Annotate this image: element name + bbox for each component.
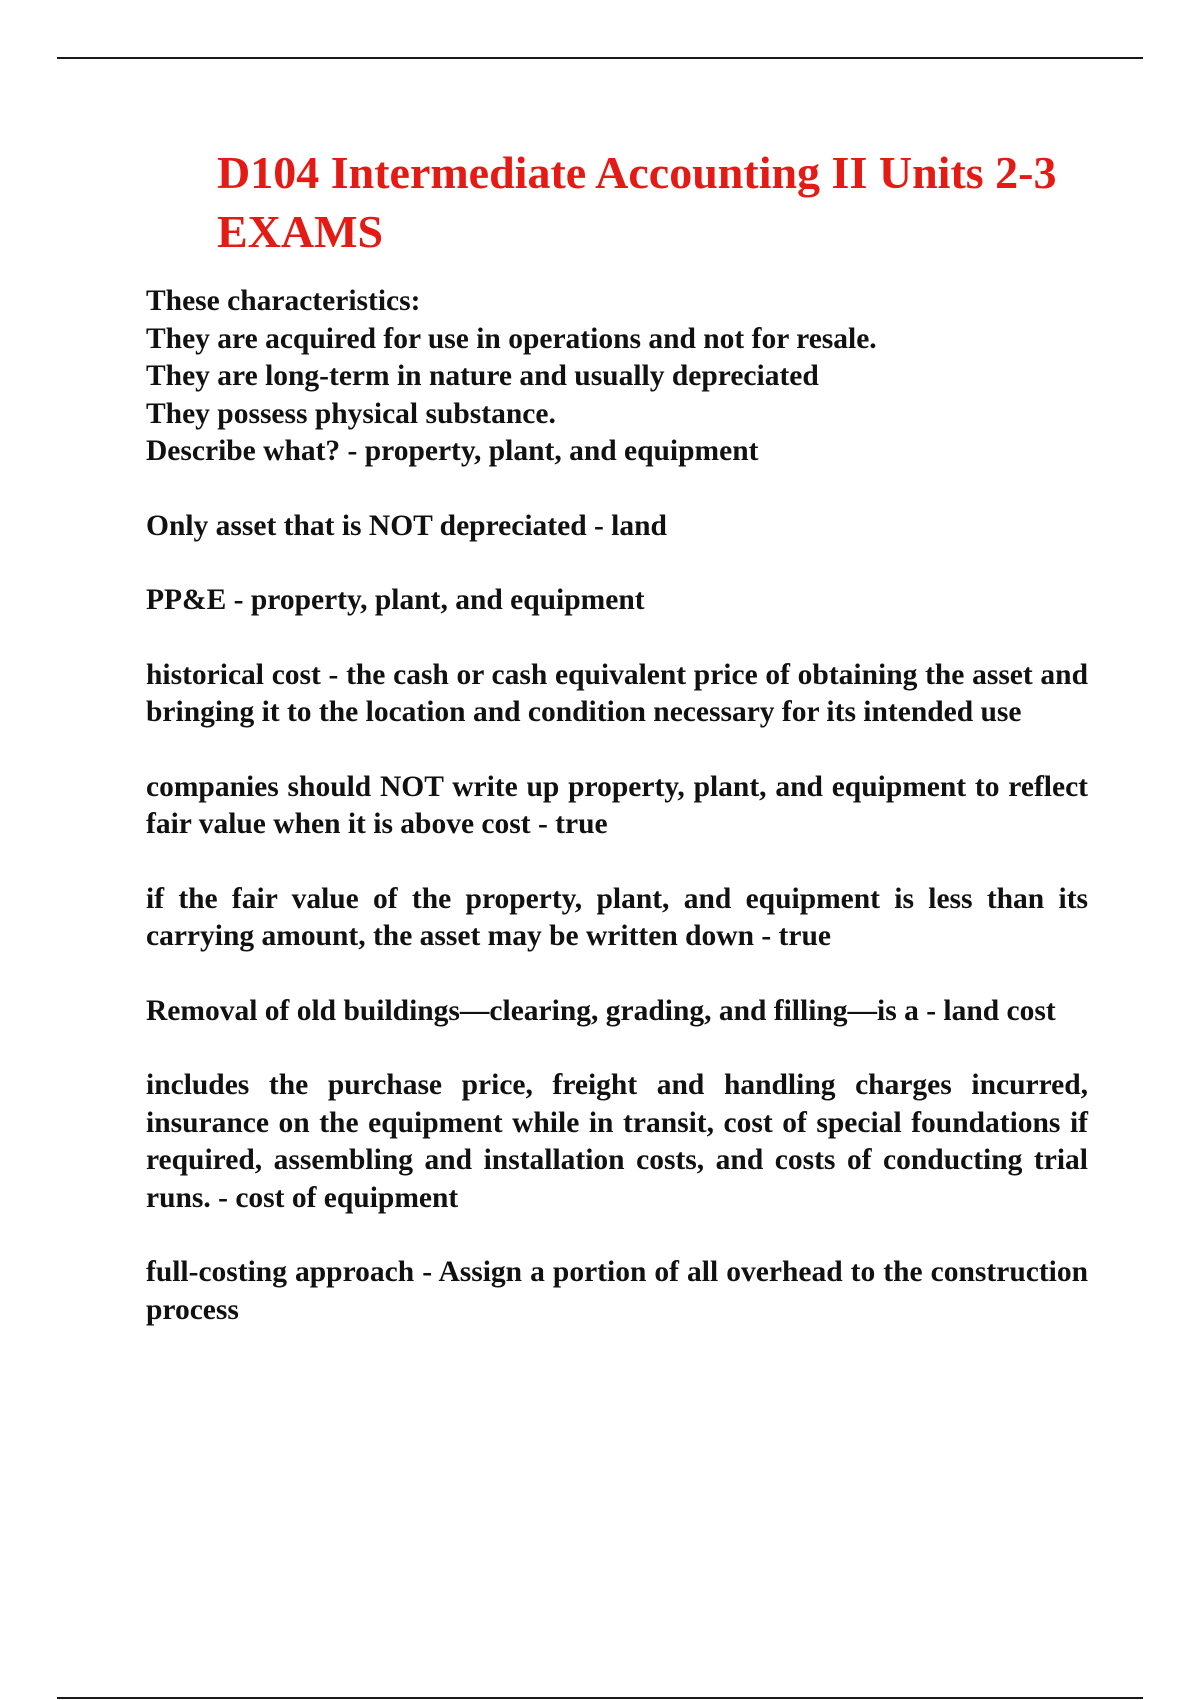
qa-entry: PP&E - property, plant, and equipment [146, 584, 645, 616]
qa-entry: companies should NOT write up property, plant, and equipment to reflect fair value when it is above cost - true [146, 770, 1088, 840]
intro-line: They are long-term in nature and usually depreciated [146, 360, 819, 392]
document-title: D104 Intermediate Accounting II Units 2-3 EXAMS [217, 147, 1057, 257]
bottom-rule [57, 1697, 1143, 1699]
top-rule [57, 57, 1143, 59]
qa-entry: full-costing approach - Assign a portion of all overhead to the construction process [146, 1256, 1088, 1326]
intro-entry [146, 283, 1088, 471]
intro-line: They are acquired for use in operations and not for resale. [146, 322, 877, 355]
intro-line: These characteristics: [146, 285, 421, 317]
qa-entry: includes the purchase price, freight and handling charges incurred, insurance on the equipment while in transit, cost of special foundations if required, assembling and installation costs, and costs of conducting trial runs. - cost of equipment [146, 1069, 1088, 1214]
qa-entry: Only asset that is NOT depreciated - land [146, 509, 667, 542]
intro-line: They possess physical substance. [146, 397, 556, 430]
qa-entry: Removal of old buildings—clearing, grading, and filling—is a - land cost [146, 994, 1056, 1027]
document-body [146, 283, 1088, 1366]
qa-entry: historical cost - the cash or cash equivalent price of obtaining the asset and bringing it to the location and condition necessary for its intended use [146, 658, 1088, 728]
intro-line: Describe what? - property, plant, and equipment [146, 435, 759, 467]
qa-entry: if the fair value of the property, plant, and equipment is less than its carrying amount, the asset may be written down - true [146, 882, 1088, 952]
